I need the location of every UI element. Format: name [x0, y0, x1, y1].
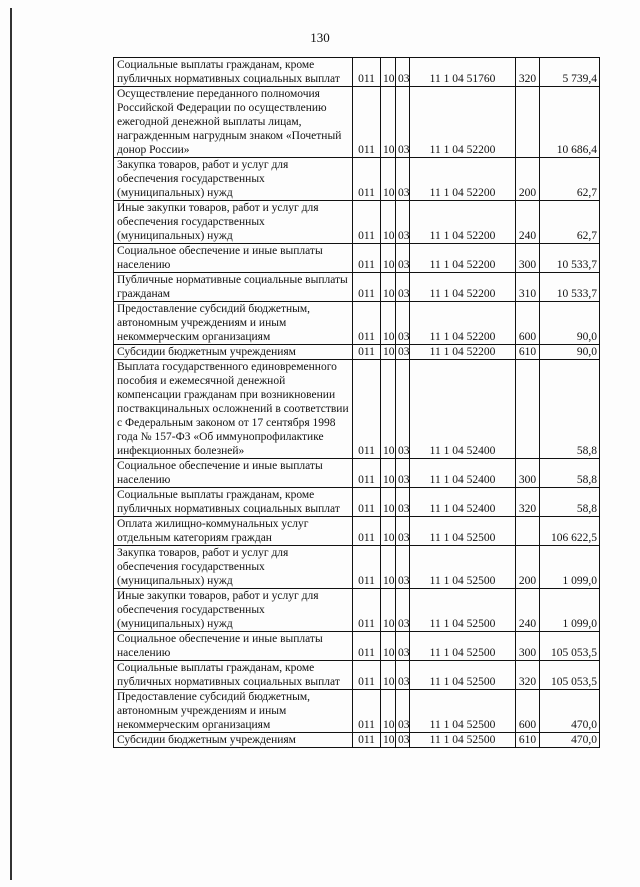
row-amount: 90,0	[540, 302, 600, 345]
row-section-code: 10	[381, 690, 396, 733]
row-name	[114, 517, 353, 546]
row-name	[114, 158, 353, 201]
row-name-text: Предоставление субсидий бюджетным, автономным учреждениям и иным некоммерческим организациям	[117, 691, 311, 731]
row-expense-type-code: 300	[516, 632, 540, 661]
row-name	[114, 201, 353, 244]
table-row	[114, 488, 600, 517]
row-name-text: Иные закупки товаров, работ и услуг для обеспечения государственных (муниципальных) нужд	[117, 590, 319, 630]
row-target-article-code: 11 1 04 52200	[410, 345, 516, 360]
row-subsection-code: 03	[396, 58, 410, 87]
row-grbs-code: 011	[353, 459, 381, 488]
row-target-article-code: 11 1 04 52500	[410, 546, 516, 589]
table-row	[114, 58, 600, 87]
row-name-text: Социальные выплаты гражданам, кроме публичных нормативных социальных выплат	[117, 662, 340, 688]
row-expense-type-code: 200	[516, 158, 540, 201]
table-row	[114, 201, 600, 244]
row-name	[114, 459, 353, 488]
row-grbs-code: 011	[353, 201, 381, 244]
row-subsection-code: 03	[396, 488, 410, 517]
row-grbs-code: 011	[353, 690, 381, 733]
row-grbs-code: 011	[353, 87, 381, 158]
row-expense-type-code	[516, 87, 540, 158]
table-row	[114, 459, 600, 488]
row-name	[114, 589, 353, 632]
row-subsection-code: 03	[396, 302, 410, 345]
row-section-code: 10	[381, 517, 396, 546]
row-grbs-code: 011	[353, 345, 381, 360]
row-expense-type-code	[516, 360, 540, 459]
row-amount: 58,8	[540, 360, 600, 459]
row-subsection-code: 03	[396, 733, 410, 748]
row-subsection-code: 03	[396, 632, 410, 661]
row-section-code: 10	[381, 302, 396, 345]
row-name	[114, 87, 353, 158]
row-grbs-code: 011	[353, 302, 381, 345]
row-name	[114, 345, 353, 360]
row-amount: 470,0	[540, 690, 600, 733]
row-amount: 1 099,0	[540, 546, 600, 589]
row-target-article-code: 11 1 04 52500	[410, 690, 516, 733]
row-target-article-code: 11 1 04 52500	[410, 632, 516, 661]
row-target-article-code: 11 1 04 52400	[410, 360, 516, 459]
row-name	[114, 488, 353, 517]
table-row	[114, 244, 600, 273]
row-name	[114, 546, 353, 589]
row-amount: 62,7	[540, 201, 600, 244]
row-expense-type-code: 300	[516, 244, 540, 273]
row-name-text: Социальные выплаты гражданам, кроме публичных нормативных социальных выплат	[117, 59, 340, 85]
row-name	[114, 632, 353, 661]
row-subsection-code: 03	[396, 589, 410, 632]
row-amount: 470,0	[540, 733, 600, 748]
row-target-article-code: 11 1 04 52500	[410, 661, 516, 690]
table-row	[114, 158, 600, 201]
row-amount: 106 622,5	[540, 517, 600, 546]
row-expense-type-code	[516, 517, 540, 546]
row-name	[114, 690, 353, 733]
row-subsection-code: 03	[396, 244, 410, 273]
row-section-code: 10	[381, 546, 396, 589]
row-grbs-code: 011	[353, 517, 381, 546]
row-section-code: 10	[381, 459, 396, 488]
row-name-text: Закупка товаров, работ и услуг для обеспечения государственных (муниципальных) нужд	[117, 159, 289, 199]
row-subsection-code: 03	[396, 158, 410, 201]
row-section-code: 10	[381, 661, 396, 690]
row-section-code: 10	[381, 244, 396, 273]
row-subsection-code: 03	[396, 273, 410, 302]
row-section-code: 10	[381, 58, 396, 87]
row-expense-type-code: 240	[516, 201, 540, 244]
row-target-article-code: 11 1 04 52500	[410, 589, 516, 632]
row-amount: 90,0	[540, 345, 600, 360]
row-target-article-code: 11 1 04 52400	[410, 488, 516, 517]
row-section-code: 10	[381, 201, 396, 244]
row-expense-type-code: 600	[516, 302, 540, 345]
table-row	[114, 589, 600, 632]
row-target-article-code: 11 1 04 51760	[410, 58, 516, 87]
row-amount: 1 099,0	[540, 589, 600, 632]
row-target-article-code: 11 1 04 52400	[410, 459, 516, 488]
row-target-article-code: 11 1 04 52200	[410, 302, 516, 345]
row-name	[114, 733, 353, 748]
row-expense-type-code: 600	[516, 690, 540, 733]
table-row	[114, 273, 600, 302]
table-row	[114, 690, 600, 733]
row-amount: 10 533,7	[540, 244, 600, 273]
row-name	[114, 360, 353, 459]
row-name	[114, 661, 353, 690]
table-row	[114, 360, 600, 459]
row-section-code: 10	[381, 360, 396, 459]
row-name	[114, 244, 353, 273]
row-expense-type-code: 200	[516, 546, 540, 589]
row-name-text: Закупка товаров, работ и услуг для обеспечения государственных (муниципальных) нужд	[117, 547, 289, 587]
row-subsection-code: 03	[396, 690, 410, 733]
row-name-text: Социальное обеспечение и иные выплаты населению	[117, 633, 323, 659]
row-grbs-code: 011	[353, 158, 381, 201]
row-expense-type-code: 310	[516, 273, 540, 302]
table-row	[114, 546, 600, 589]
row-subsection-code: 03	[396, 87, 410, 158]
row-amount: 10 686,4	[540, 87, 600, 158]
row-name-text: Социальное обеспечение и иные выплаты населению	[117, 460, 323, 486]
row-expense-type-code: 240	[516, 589, 540, 632]
table-row	[114, 661, 600, 690]
row-section-code: 10	[381, 488, 396, 517]
row-name-text: Публичные нормативные социальные выплаты гражданам	[117, 274, 348, 300]
row-expense-type-code: 320	[516, 58, 540, 87]
scan-left-edge	[10, 8, 12, 880]
row-target-article-code: 11 1 04 52200	[410, 201, 516, 244]
row-name-text: Субсидии бюджетным учреждениям	[117, 734, 296, 746]
row-expense-type-code: 320	[516, 661, 540, 690]
table-row	[114, 87, 600, 158]
table-row	[114, 632, 600, 661]
row-name-text: Оплата жилищно-коммунальных услуг отдельным категориям граждан	[117, 518, 309, 544]
row-amount: 5 739,4	[540, 58, 600, 87]
row-target-article-code: 11 1 04 52200	[410, 87, 516, 158]
row-name-text: Предоставление субсидий бюджетным, автономным учреждениям и иным некоммерческим организациям	[117, 303, 311, 343]
row-amount: 58,8	[540, 488, 600, 517]
row-grbs-code: 011	[353, 244, 381, 273]
row-expense-type-code: 610	[516, 733, 540, 748]
row-name-text: Иные закупки товаров, работ и услуг для обеспечения государственных (муниципальных) нужд	[117, 202, 319, 242]
row-target-article-code: 11 1 04 52200	[410, 244, 516, 273]
row-section-code: 10	[381, 589, 396, 632]
table-row	[114, 733, 600, 748]
row-target-article-code: 11 1 04 52200	[410, 158, 516, 201]
row-expense-type-code: 300	[516, 459, 540, 488]
row-expense-type-code: 610	[516, 345, 540, 360]
row-subsection-code: 03	[396, 661, 410, 690]
row-target-article-code: 11 1 04 52200	[410, 273, 516, 302]
row-grbs-code: 011	[353, 546, 381, 589]
row-section-code: 10	[381, 158, 396, 201]
row-subsection-code: 03	[396, 201, 410, 244]
row-subsection-code: 03	[396, 459, 410, 488]
row-amount: 105 053,5	[540, 632, 600, 661]
row-subsection-code: 03	[396, 345, 410, 360]
row-subsection-code: 03	[396, 517, 410, 546]
row-grbs-code: 011	[353, 58, 381, 87]
row-grbs-code: 011	[353, 488, 381, 517]
row-section-code: 10	[381, 87, 396, 158]
row-name-text: Субсидии бюджетным учреждениям	[117, 346, 296, 358]
row-subsection-code: 03	[396, 546, 410, 589]
row-section-code: 10	[381, 632, 396, 661]
row-amount: 105 053,5	[540, 661, 600, 690]
budget-table	[113, 57, 600, 748]
row-name-text: Социальные выплаты гражданам, кроме публичных нормативных социальных выплат	[117, 489, 340, 515]
row-name	[114, 302, 353, 345]
row-amount: 10 533,7	[540, 273, 600, 302]
row-subsection-code: 03	[396, 360, 410, 459]
row-name	[114, 273, 353, 302]
row-target-article-code: 11 1 04 52500	[410, 733, 516, 748]
table-row	[114, 517, 600, 546]
table-row	[114, 345, 600, 360]
row-grbs-code: 011	[353, 360, 381, 459]
row-grbs-code: 011	[353, 632, 381, 661]
table-row	[114, 302, 600, 345]
row-grbs-code: 011	[353, 661, 381, 690]
row-name-text: Осуществление переданного полномочия Российской Федерации по осуществлению ежегодной денежной выплаты лицам, награжденным нагрудным знаком «Почетный донор России»	[117, 88, 342, 156]
row-target-article-code: 11 1 04 52500	[410, 517, 516, 546]
row-grbs-code: 011	[353, 733, 381, 748]
row-section-code: 10	[381, 345, 396, 360]
row-amount: 58,8	[540, 459, 600, 488]
row-name-text: Социальное обеспечение и иные выплаты населению	[117, 245, 323, 271]
row-expense-type-code: 320	[516, 488, 540, 517]
row-grbs-code: 011	[353, 273, 381, 302]
row-section-code: 10	[381, 733, 396, 748]
row-section-code: 10	[381, 273, 396, 302]
budget-table-body	[114, 58, 600, 748]
row-name	[114, 58, 353, 87]
page-number: 130	[310, 30, 330, 45]
row-grbs-code: 011	[353, 589, 381, 632]
row-name-text: Выплата государственного единовременного пособия и ежемесячной денежной компенсации гражданам при возникновении поствакцинальных осложнений в соответствии с Федеральным законом от 17 сентября 1998 года № 157-ФЗ «Об иммунопрофилактике инфекционных болезней»	[117, 361, 349, 457]
row-amount: 62,7	[540, 158, 600, 201]
